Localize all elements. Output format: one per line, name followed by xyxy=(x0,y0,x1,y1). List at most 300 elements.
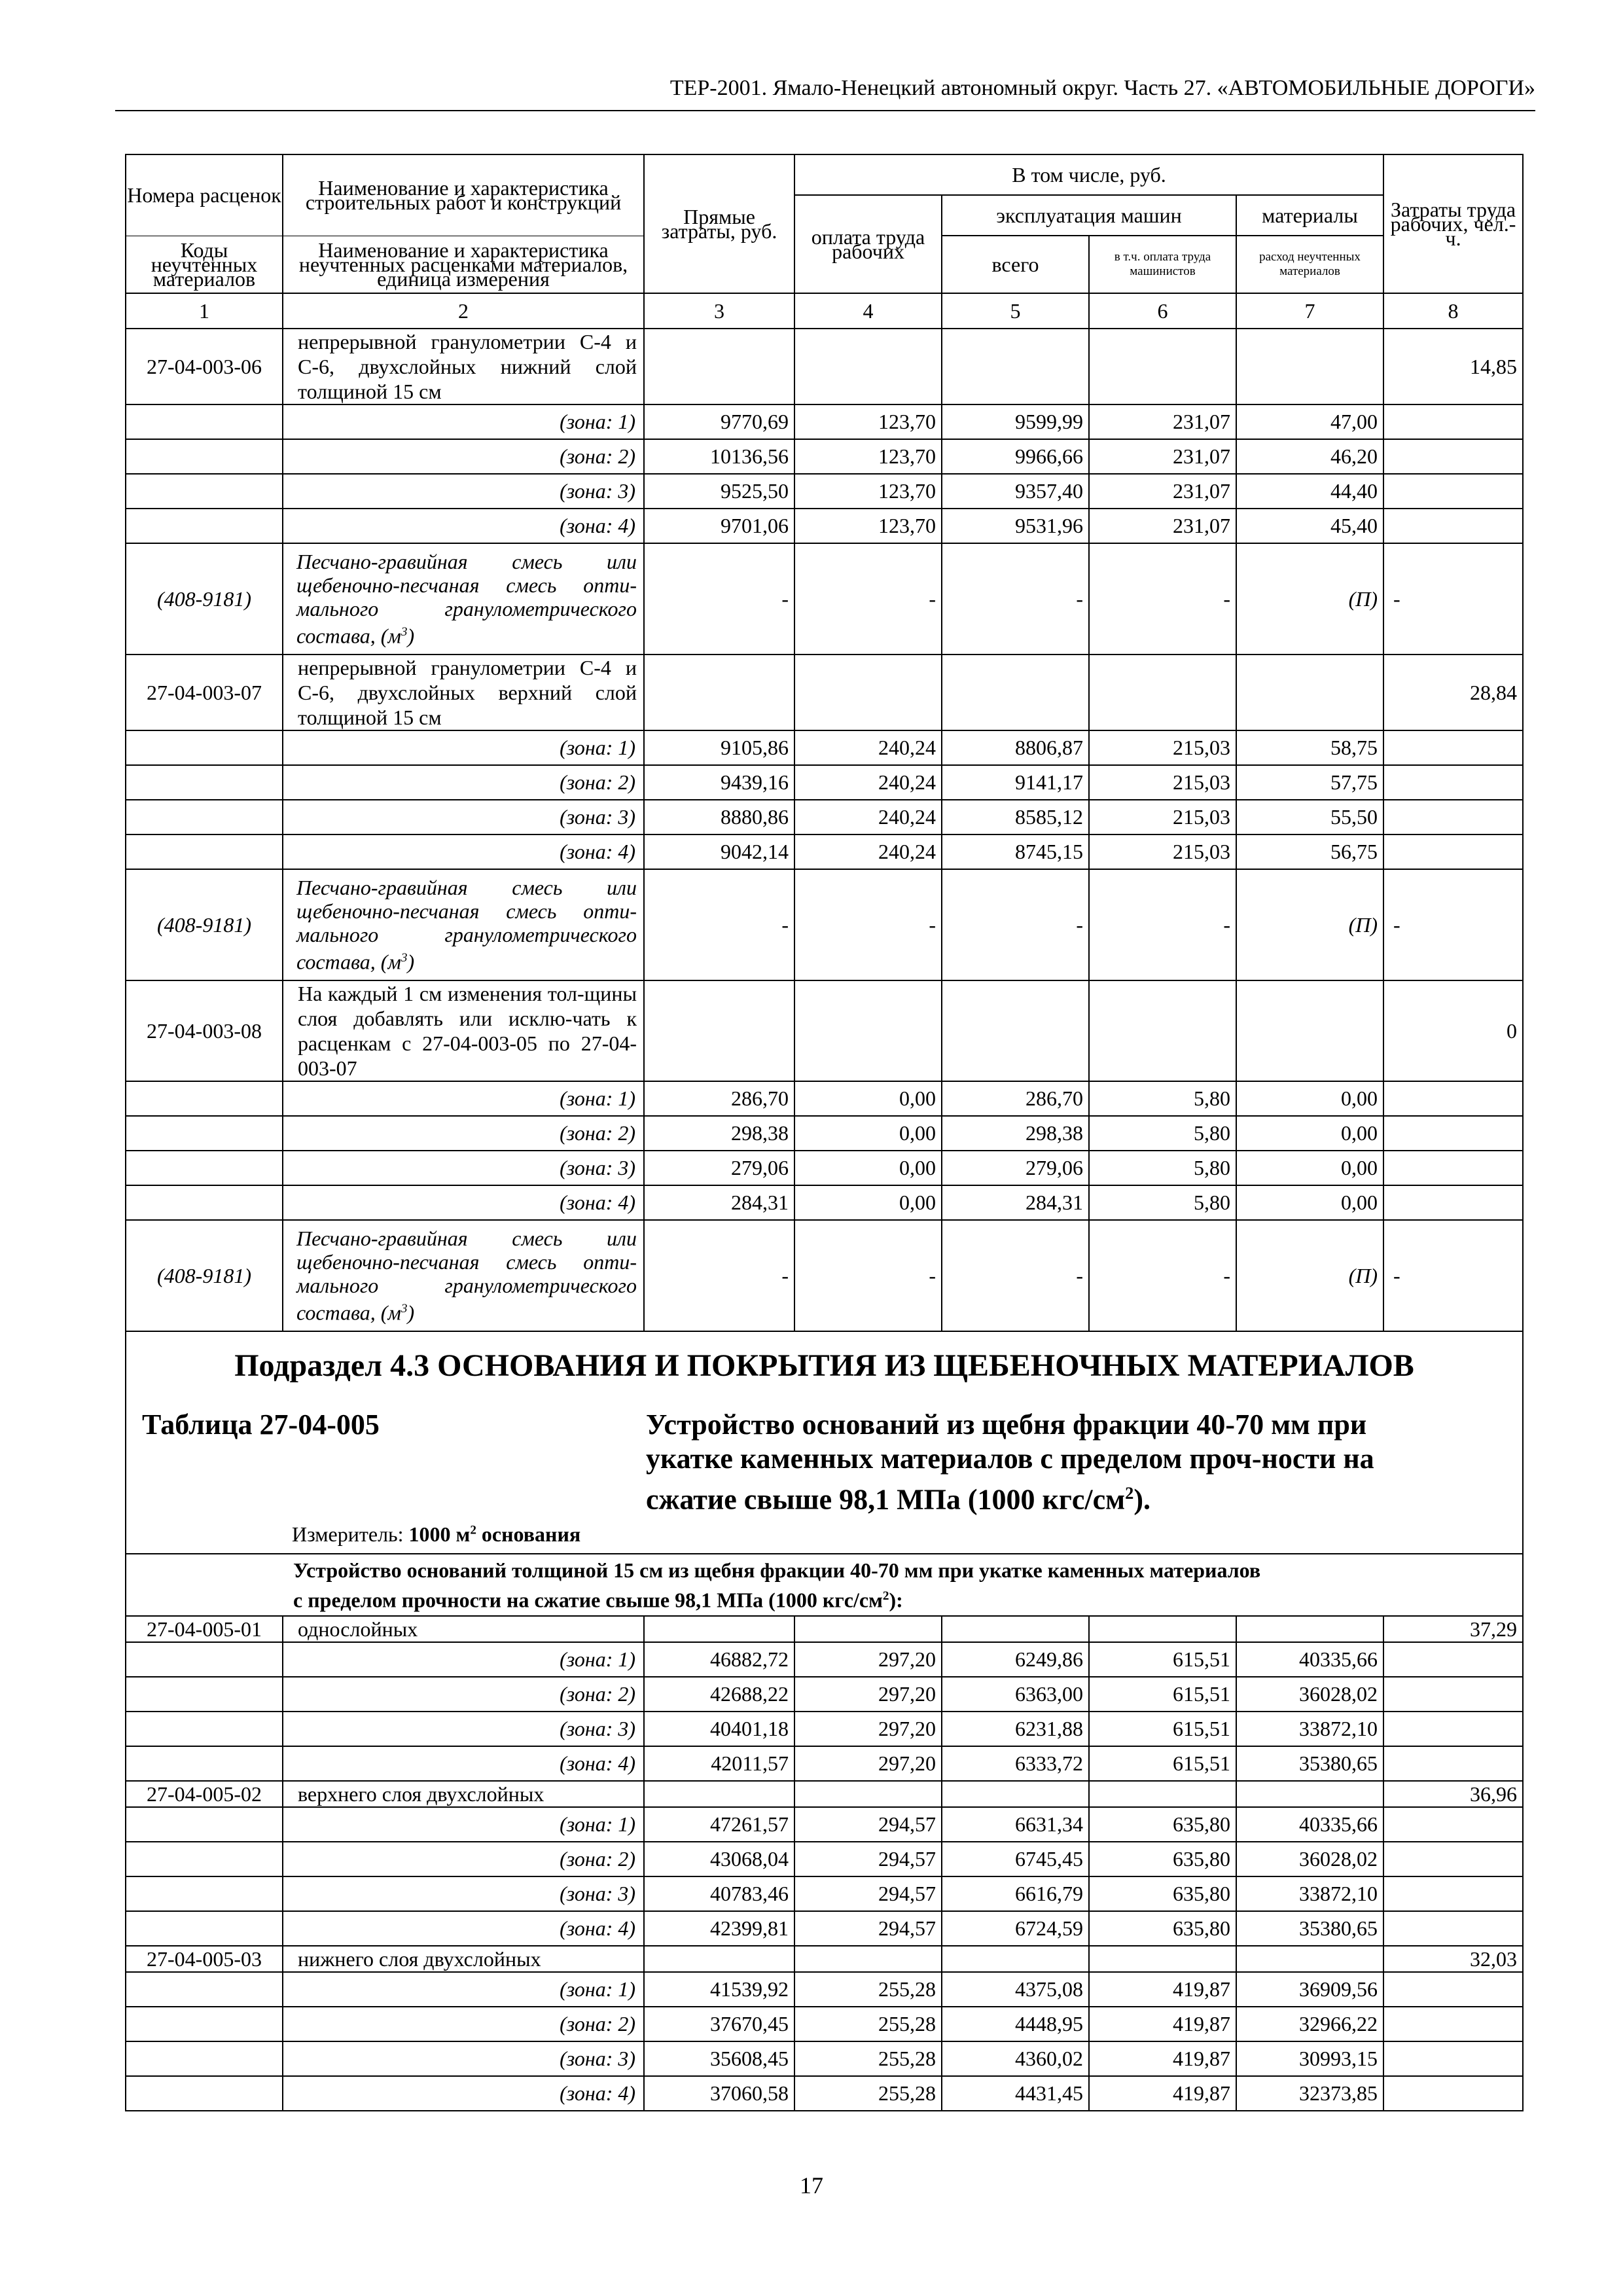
table-label: Таблица 27-04-005 xyxy=(142,1408,380,1441)
zone-row xyxy=(126,439,1523,474)
zone-value: 5,80 xyxy=(1089,1151,1236,1185)
material-name-text: Песчано-гравийная смесь или щебеночно-песчаная смесь опти-мального гранулометрического состава, (м xyxy=(296,1227,637,1325)
material-value: (П) xyxy=(1236,869,1383,980)
material-name-close: ) xyxy=(407,1300,415,1325)
material-name-close: ) xyxy=(407,950,415,974)
zone-row xyxy=(126,800,1523,834)
material-value: - xyxy=(794,543,942,655)
zone-label: (зона: 1) xyxy=(283,1081,644,1116)
rate-description: На каждый 1 см изменения тол-щины слоя добавлять или исклю-чать к расценкам с 27-04-003-05 по 27-04-003-07 xyxy=(283,980,644,1081)
zone-value: 255,28 xyxy=(794,1972,942,2007)
zone-value: 35608,45 xyxy=(644,2041,794,2076)
zone-value: 40401,18 xyxy=(644,1712,794,1746)
rate-code: 27-04-005-03 xyxy=(126,1946,283,1972)
material-name xyxy=(283,1220,644,1331)
material-value: - xyxy=(1089,543,1236,655)
zone-value: 9599,99 xyxy=(942,404,1089,439)
empty-cell xyxy=(644,329,794,404)
empty-cell xyxy=(126,1712,283,1746)
zone-value: 35380,65 xyxy=(1236,1746,1383,1781)
zone-value: 45,40 xyxy=(1236,509,1383,543)
zone-label: (зона: 2) xyxy=(283,2007,644,2041)
zone-value: 279,06 xyxy=(942,1151,1089,1185)
zone-value: 47261,57 xyxy=(644,1807,794,1842)
empty-cell xyxy=(126,1642,283,1677)
empty-cell xyxy=(126,439,283,474)
material-code: (408-9181) xyxy=(126,869,283,980)
empty-cell xyxy=(1383,1911,1523,1946)
zone-value: 41539,92 xyxy=(644,1972,794,2007)
zone-label: (зона: 2) xyxy=(283,439,644,474)
col-num: 6 xyxy=(1089,293,1236,329)
zone-value: 58,75 xyxy=(1236,730,1383,765)
zone-label: (зона: 4) xyxy=(283,1185,644,1220)
zone-value: 215,03 xyxy=(1089,800,1236,834)
zone-value: 294,57 xyxy=(794,1911,942,1946)
zone-row xyxy=(126,1972,1523,2007)
zone-value: 36028,02 xyxy=(1236,1842,1383,1876)
zone-value: 36909,56 xyxy=(1236,1972,1383,2007)
zone-value: 42011,57 xyxy=(644,1746,794,1781)
zone-value: 0,00 xyxy=(794,1081,942,1116)
zone-value: 635,80 xyxy=(1089,1807,1236,1842)
empty-cell xyxy=(1383,2076,1523,2111)
empty-cell xyxy=(126,1842,283,1876)
zone-value: 0,00 xyxy=(1236,1185,1383,1220)
empty-cell xyxy=(126,2007,283,2041)
zone-value: 615,51 xyxy=(1089,1712,1236,1746)
zone-value: 33872,10 xyxy=(1236,1712,1383,1746)
zone-value: 4360,02 xyxy=(942,2041,1089,2076)
zone-value: 4448,95 xyxy=(942,2007,1089,2041)
empty-cell xyxy=(1236,1946,1383,1972)
material-row xyxy=(126,1220,1523,1331)
zone-value: 44,40 xyxy=(1236,474,1383,509)
empty-cell xyxy=(1089,1781,1236,1807)
zone-value: 0,00 xyxy=(794,1151,942,1185)
zone-value: 0,00 xyxy=(794,1185,942,1220)
zone-value: 123,70 xyxy=(794,439,942,474)
empty-cell xyxy=(1089,1616,1236,1642)
empty-cell xyxy=(1383,404,1523,439)
zone-value: 6231,88 xyxy=(942,1712,1089,1746)
zone-row xyxy=(126,1876,1523,1911)
zone-value: 215,03 xyxy=(1089,765,1236,800)
zone-value: 40783,46 xyxy=(644,1876,794,1911)
col-labor-cost: Затраты труда рабочих, чел.-ч. xyxy=(1383,154,1523,293)
table-header xyxy=(126,154,1523,293)
zone-value: 0,00 xyxy=(1236,1116,1383,1151)
col-num: 7 xyxy=(1236,293,1383,329)
zone-value: 47,00 xyxy=(1236,404,1383,439)
zone-value: 419,87 xyxy=(1089,2041,1236,2076)
zone-value: 9042,14 xyxy=(644,834,794,869)
zone-value: 6363,00 xyxy=(942,1677,1089,1712)
empty-cell xyxy=(1236,329,1383,404)
zone-value: 55,50 xyxy=(1236,800,1383,834)
rate-code: 27-04-005-02 xyxy=(126,1781,283,1807)
rate-blocks xyxy=(126,329,1523,1331)
zone-value: 4431,45 xyxy=(942,2076,1089,2111)
empty-cell xyxy=(1383,509,1523,543)
empty-cell xyxy=(126,1807,283,1842)
zone-value: 46,20 xyxy=(1236,439,1383,474)
empty-cell xyxy=(1383,2007,1523,2041)
empty-cell xyxy=(942,1616,1089,1642)
zone-value: 419,87 xyxy=(1089,2007,1236,2041)
zone-value: 9105,86 xyxy=(644,730,794,765)
zone-value: 5,80 xyxy=(1089,1185,1236,1220)
material-code: (408-9181) xyxy=(126,543,283,655)
col-labor-pay: оплата труда рабочих xyxy=(794,195,942,293)
zone-row xyxy=(126,1081,1523,1116)
col-num: 2 xyxy=(283,293,644,329)
material-name-text: Песчано-гравийная смесь или щебеночно-песчаная смесь опти-мального гранулометрического состава, (м xyxy=(296,876,637,974)
zone-value: 42688,22 xyxy=(644,1677,794,1712)
rate-row xyxy=(126,1616,1523,1642)
zone-value: 215,03 xyxy=(1089,730,1236,765)
zone-label: (зона: 3) xyxy=(283,474,644,509)
col-rate-numbers: Номера расценок xyxy=(126,154,283,236)
zone-value: 297,20 xyxy=(794,1642,942,1677)
zone-label: (зона: 1) xyxy=(283,1807,644,1842)
labor-cost: 32,03 xyxy=(1383,1946,1523,1972)
material-value: - xyxy=(644,869,794,980)
rate-description: однослойных xyxy=(283,1616,644,1642)
zone-value: 6249,86 xyxy=(942,1642,1089,1677)
empty-cell xyxy=(1236,655,1383,730)
zone-value: 231,07 xyxy=(1089,439,1236,474)
material-value: - xyxy=(942,543,1089,655)
rate-description: нижнего слоя двухслойных xyxy=(283,1946,644,1972)
empty-cell xyxy=(644,1616,794,1642)
zone-row xyxy=(126,1746,1523,1781)
zone-value: 9439,16 xyxy=(644,765,794,800)
zone-value: 9525,50 xyxy=(644,474,794,509)
empty-cell xyxy=(126,765,283,800)
zone-value: 635,80 xyxy=(1089,1842,1236,1876)
zone-value: 40335,66 xyxy=(1236,1642,1383,1677)
zone-value: 231,07 xyxy=(1089,509,1236,543)
zone-value: 615,51 xyxy=(1089,1746,1236,1781)
rate-code: 27-04-003-07 xyxy=(126,655,283,730)
col-materials: материалы xyxy=(1236,195,1383,236)
zone-value: 284,31 xyxy=(942,1185,1089,1220)
subsection xyxy=(126,1331,1523,1616)
labor-cost: 36,96 xyxy=(1383,1781,1523,1807)
zone-row xyxy=(126,834,1523,869)
zone-row xyxy=(126,2041,1523,2076)
zone-value: 123,70 xyxy=(794,474,942,509)
empty-cell xyxy=(126,474,283,509)
material-unit-power: 3 xyxy=(401,625,408,639)
zone-value: 615,51 xyxy=(1089,1677,1236,1712)
empty-cell xyxy=(1236,980,1383,1081)
zone-value: 8806,87 xyxy=(942,730,1089,765)
zone-value: 286,70 xyxy=(644,1081,794,1116)
zone-value: 294,57 xyxy=(794,1842,942,1876)
empty-cell xyxy=(794,1616,942,1642)
material-labor: - xyxy=(1383,1220,1523,1331)
material-value: - xyxy=(942,1220,1089,1331)
rate-description: непрерывной гранулометрии С-4 и С-6, двухслойных верхний слой толщиной 15 см xyxy=(283,655,644,730)
zone-label: (зона: 2) xyxy=(283,765,644,800)
material-value: (П) xyxy=(1236,1220,1383,1331)
material-value: (П) xyxy=(1236,543,1383,655)
empty-cell xyxy=(1383,1185,1523,1220)
zone-value: 240,24 xyxy=(794,800,942,834)
material-name xyxy=(283,869,644,980)
material-value: - xyxy=(1089,1220,1236,1331)
material-value: - xyxy=(794,869,942,980)
empty-cell xyxy=(1089,980,1236,1081)
table-description: Устройство оснований из щебня фракции 40-70 мм при укатке каменных материалов с пределом проч-ности на сжатие свыше 98,1 МПа (1000 кгс/$см^2$). xyxy=(646,1408,1374,1516)
empty-cell xyxy=(1383,1116,1523,1151)
zone-value: 298,38 xyxy=(644,1116,794,1151)
empty-cell xyxy=(1383,439,1523,474)
empty-cell xyxy=(794,980,942,1081)
empty-cell xyxy=(1236,1781,1383,1807)
empty-cell xyxy=(794,655,942,730)
zone-value: 298,38 xyxy=(942,1116,1089,1151)
zone-value: 123,70 xyxy=(794,404,942,439)
col-num: 1 xyxy=(126,293,283,329)
zone-label: (зона: 3) xyxy=(283,1151,644,1185)
material-name xyxy=(283,543,644,655)
zone-row xyxy=(126,1911,1523,1946)
zone-value: 255,28 xyxy=(794,2076,942,2111)
zone-value: 240,24 xyxy=(794,765,942,800)
empty-cell xyxy=(126,1185,283,1220)
empty-cell xyxy=(126,1746,283,1781)
empty-cell xyxy=(794,1781,942,1807)
zone-label: (зона: 3) xyxy=(283,800,644,834)
material-code: (408-9181) xyxy=(126,1220,283,1331)
zone-value: 294,57 xyxy=(794,1807,942,1842)
zone-value: 4375,08 xyxy=(942,1972,1089,2007)
zone-value: 240,24 xyxy=(794,730,942,765)
empty-cell xyxy=(644,1946,794,1972)
zone-value: 9357,40 xyxy=(942,474,1089,509)
zone-value: 8880,86 xyxy=(644,800,794,834)
empty-cell xyxy=(942,1781,1089,1807)
labor-cost: 14,85 xyxy=(1383,329,1523,404)
empty-cell xyxy=(1383,1151,1523,1185)
zone-value: 294,57 xyxy=(794,1876,942,1911)
zone-label: (зона: 4) xyxy=(283,1911,644,1946)
zone-label: (зона: 4) xyxy=(283,1746,644,1781)
zone-value: 9531,96 xyxy=(942,509,1089,543)
empty-cell xyxy=(126,404,283,439)
zone-row xyxy=(126,1677,1523,1712)
zone-value: 6616,79 xyxy=(942,1876,1089,1911)
rate-row xyxy=(126,980,1523,1081)
zone-value: 215,03 xyxy=(1089,834,1236,869)
zone-row xyxy=(126,1642,1523,1677)
zone-value: 0,00 xyxy=(1236,1081,1383,1116)
col-in-total: В том числе, руб. xyxy=(794,154,1383,195)
zone-row xyxy=(126,1151,1523,1185)
zone-label: (зона: 1) xyxy=(283,404,644,439)
zone-value: 33872,10 xyxy=(1236,1876,1383,1911)
empty-cell xyxy=(1089,655,1236,730)
col-work-name: Наименование и характеристика строительных работ и конструкций xyxy=(283,154,644,236)
zone-row xyxy=(126,474,1523,509)
empty-cell xyxy=(1383,1642,1523,1677)
zone-value: 40335,66 xyxy=(1236,1807,1383,1842)
labor-cost: 0 xyxy=(1383,980,1523,1081)
zone-value: 231,07 xyxy=(1089,474,1236,509)
empty-cell xyxy=(1383,765,1523,800)
empty-cell xyxy=(942,329,1089,404)
col-num: 3 xyxy=(644,293,794,329)
group-heading: Устройство оснований толщиной 15 см из щебня фракции 40-70 мм при укатке каменных материалов с пределом прочности на сжатие свыше 98,1 МПа (1000 кгс/$см^2$): xyxy=(126,1554,1523,1617)
zone-value: 255,28 xyxy=(794,2041,942,2076)
zone-value: 419,87 xyxy=(1089,1972,1236,2007)
subsection-title: Подраздел 4.3 ОСНОВАНИЯ И ПОКРЫТИЯ ИЗ ЩЕБЕНОЧНЫХ МАТЕРИАЛОВ xyxy=(234,1348,1414,1383)
empty-cell xyxy=(1383,1972,1523,2007)
zone-value: 5,80 xyxy=(1089,1081,1236,1116)
empty-cell xyxy=(1383,1842,1523,1876)
zone-label: (зона: 4) xyxy=(283,509,644,543)
col-num: 8 xyxy=(1383,293,1523,329)
zone-value: 6724,59 xyxy=(942,1911,1089,1946)
zone-value: 43068,04 xyxy=(644,1842,794,1876)
empty-cell xyxy=(1089,1946,1236,1972)
labor-cost: 28,84 xyxy=(1383,655,1523,730)
zone-label: (зона: 2) xyxy=(283,1677,644,1712)
zone-value: 635,80 xyxy=(1089,1911,1236,1946)
zone-row xyxy=(126,1807,1523,1842)
zone-value: 9770,69 xyxy=(644,404,794,439)
material-name-text: Песчано-гравийная смесь или щебеночно-песчаная смесь опти-мального гранулометрического состава, (м xyxy=(296,550,637,648)
empty-cell xyxy=(126,509,283,543)
zone-value: 30993,15 xyxy=(1236,2041,1383,2076)
zone-label: (зона: 3) xyxy=(283,1712,644,1746)
empty-cell xyxy=(1383,1712,1523,1746)
empty-cell xyxy=(644,980,794,1081)
empty-cell xyxy=(1383,2041,1523,2076)
empty-cell xyxy=(1383,1081,1523,1116)
rate-description: непрерывной гранулометрии С-4 и С-6, двухслойных нижний слой толщиной 15 см xyxy=(283,329,644,404)
rate-code: 27-04-003-08 xyxy=(126,980,283,1081)
zone-label: (зона: 4) xyxy=(283,2076,644,2111)
zone-row xyxy=(126,2007,1523,2041)
material-value: - xyxy=(644,543,794,655)
zone-value: 297,20 xyxy=(794,1712,942,1746)
page-number: 17 xyxy=(800,2172,823,2198)
zone-value: 279,06 xyxy=(644,1151,794,1185)
empty-cell xyxy=(126,800,283,834)
empty-cell xyxy=(942,655,1089,730)
material-value: - xyxy=(644,1220,794,1331)
zone-value: 56,75 xyxy=(1236,834,1383,869)
page-header: ТЕР-2001. Ямало-Ненецкий автономный округ. Часть 27. «АВТОМОБИЛЬНЫЕ ДОРОГИ» xyxy=(115,73,1535,111)
material-value: - xyxy=(942,869,1089,980)
rate-code: 27-04-003-06 xyxy=(126,329,283,404)
zone-row xyxy=(126,1842,1523,1876)
zone-value: 5,80 xyxy=(1089,1116,1236,1151)
zone-value: 284,31 xyxy=(644,1185,794,1220)
empty-cell xyxy=(794,1946,942,1972)
zone-row xyxy=(126,1712,1523,1746)
zone-value: 46882,72 xyxy=(644,1642,794,1677)
empty-cell xyxy=(1383,474,1523,509)
zone-row xyxy=(126,2076,1523,2111)
col-num: 4 xyxy=(794,293,942,329)
zone-value: 615,51 xyxy=(1089,1642,1236,1677)
zone-label: (зона: 3) xyxy=(283,2041,644,2076)
zone-value: 297,20 xyxy=(794,1746,942,1781)
zone-value: 6333,72 xyxy=(942,1746,1089,1781)
empty-cell xyxy=(1383,1677,1523,1712)
empty-cell xyxy=(1089,329,1236,404)
empty-cell xyxy=(126,2041,283,2076)
col-consumption: расход неучтенных материалов xyxy=(1236,236,1383,293)
zone-value: 635,80 xyxy=(1089,1876,1236,1911)
zone-value: 36028,02 xyxy=(1236,1677,1383,1712)
col-total: всего xyxy=(942,236,1089,293)
zone-value: 297,20 xyxy=(794,1677,942,1712)
zone-value: 9701,06 xyxy=(644,509,794,543)
zone-row xyxy=(126,1116,1523,1151)
empty-cell xyxy=(1383,1746,1523,1781)
empty-cell xyxy=(1383,800,1523,834)
rate-row xyxy=(126,655,1523,730)
empty-cell xyxy=(644,655,794,730)
col-codes: Коды неучтенных материалов xyxy=(126,236,283,293)
rate-blocks-2 xyxy=(126,1616,1523,2111)
zone-value: 0,00 xyxy=(794,1116,942,1151)
zone-value: 57,75 xyxy=(1236,765,1383,800)
zone-value: 255,28 xyxy=(794,2007,942,2041)
material-name-close: ) xyxy=(407,624,415,648)
empty-cell xyxy=(126,1081,283,1116)
material-value: - xyxy=(794,1220,942,1331)
zone-label: (зона: 3) xyxy=(283,1876,644,1911)
col-incl-machinists: в т.ч. оплата труда машинистов xyxy=(1089,236,1236,293)
zone-value: 286,70 xyxy=(942,1081,1089,1116)
empty-cell xyxy=(126,1677,283,1712)
rate-description: верхнего слоя двухслойных xyxy=(283,1781,644,1807)
col-mat-name: Наименование и характеристика неучтенных расценками материалов, единица измерения xyxy=(283,236,644,293)
zone-value: 9141,17 xyxy=(942,765,1089,800)
material-labor: - xyxy=(1383,543,1523,655)
col-num: 5 xyxy=(942,293,1089,329)
zone-value: 231,07 xyxy=(1089,404,1236,439)
zone-value: 37060,58 xyxy=(644,2076,794,2111)
rate-row xyxy=(126,1946,1523,1972)
zone-row xyxy=(126,509,1523,543)
material-unit-power: 3 xyxy=(401,951,408,965)
empty-cell xyxy=(942,1946,1089,1972)
zone-row xyxy=(126,1185,1523,1220)
material-unit-power: 3 xyxy=(401,1302,408,1316)
zone-label: (зона: 2) xyxy=(283,1842,644,1876)
zone-value: 6745,45 xyxy=(942,1842,1089,1876)
empty-cell xyxy=(126,1911,283,1946)
empty-cell xyxy=(126,834,283,869)
rate-row xyxy=(126,329,1523,404)
zone-row xyxy=(126,404,1523,439)
material-value: - xyxy=(1089,869,1236,980)
zone-value: 419,87 xyxy=(1089,2076,1236,2111)
zone-value: 42399,81 xyxy=(644,1911,794,1946)
zone-value: 0,00 xyxy=(1236,1151,1383,1185)
material-row xyxy=(126,869,1523,980)
zone-value: 37670,45 xyxy=(644,2007,794,2041)
zone-label: (зона: 1) xyxy=(283,1972,644,2007)
